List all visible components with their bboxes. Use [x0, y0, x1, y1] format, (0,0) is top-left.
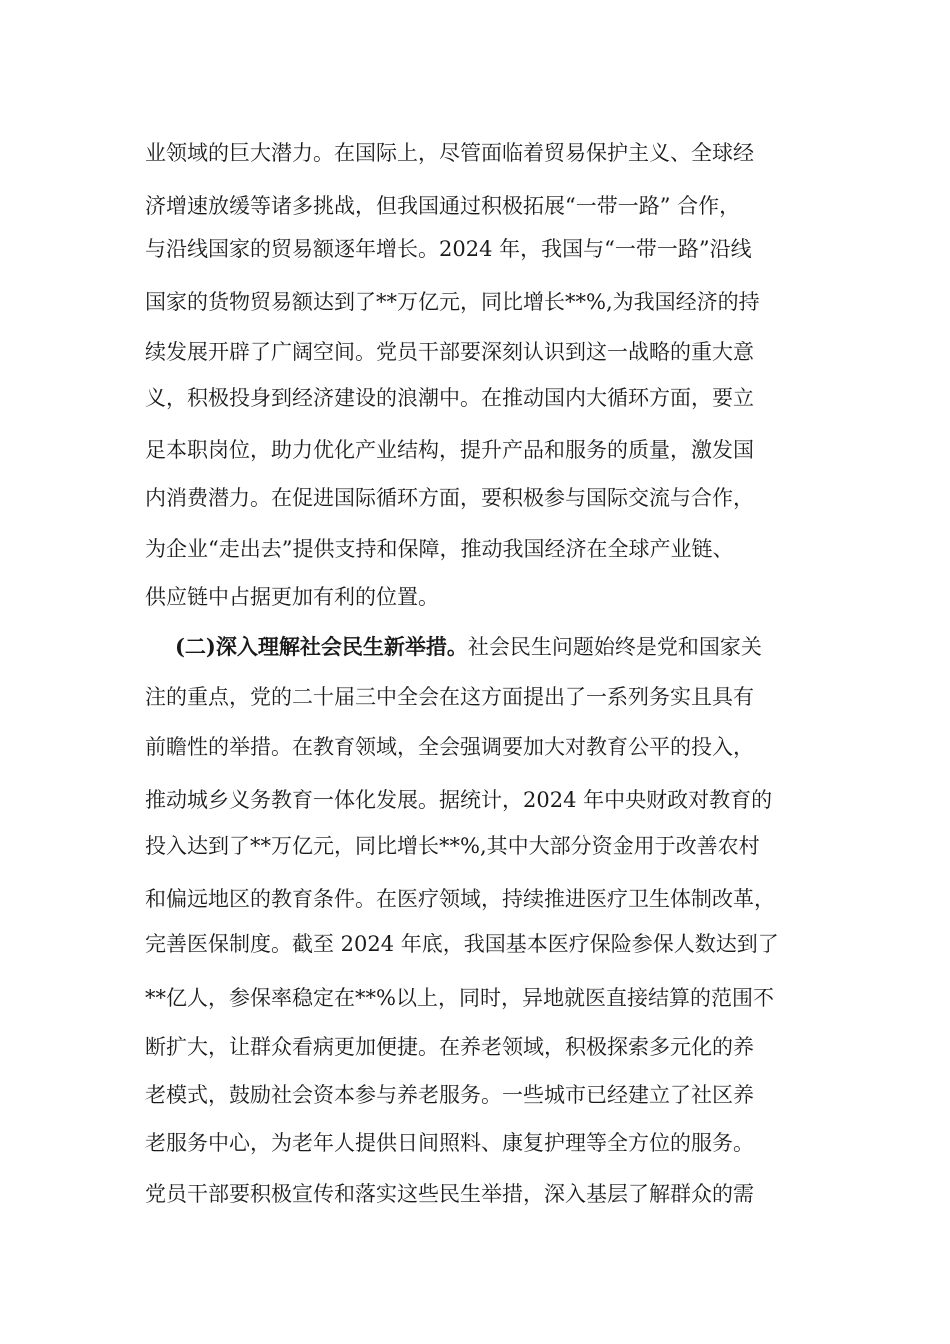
text-line: 老模式，鼓励社会资本参与养老服务。一些城市已经建立了社区养	[145, 1083, 754, 1107]
text-line: 和偏远地区的教育条件。在医疗领域，持续推进医疗卫生体制改革，	[145, 887, 775, 911]
text-line: 党员干部要积极宣传和落实这些民生举措，深入基层了解群众的需	[145, 1182, 754, 1206]
text-line: 老服务中心，为老年人提供日间照料、康复护理等全方位的服务。	[145, 1131, 754, 1155]
text-line: **亿人，参保率稳定在**%以上，同时，异地就医直接结算的范围不	[145, 986, 774, 1010]
text-line: 断扩大，让群众看病更加便捷。在养老领域，积极探索多元化的养	[145, 1035, 754, 1059]
text-line: 前瞻性的举措。在教育领域，全会强调要加大对教育公平的投入，	[145, 735, 754, 759]
text-line: 推动城乡义务教育一体化发展。据统计，2024 年中央财政对教育的	[145, 788, 773, 812]
text-line: 国家的货物贸易额达到了**万亿元，同比增长**%,为我国经济的持	[145, 290, 760, 314]
text-line: 义，积极投身到经济建设的浪潮中。在推动国内大循环方面，要立	[145, 386, 754, 410]
text-line: 与沿线国家的贸易额逐年增长。2024 年，我国与“一带一路”沿线	[145, 237, 752, 261]
text-line: 为企业“走出去”提供支持和保障，推动我国经济在全球产业链、	[145, 537, 734, 561]
text-line: 足本职岗位，助力优化产业结构，提升产品和服务的质量，激发国	[145, 438, 754, 462]
section-heading-line	[175, 634, 762, 660]
text-line: 完善医保制度。截至 2024 年底，我国基本医疗保险参保人数达到了	[145, 932, 779, 956]
text-line: 济增速放缓等诸多挑战，但我国通过积极拓展“一带一路” 合作，	[145, 194, 741, 218]
text-line: 续发展开辟了广阔空间。党员干部要深刻认识到这一战略的重大意	[145, 340, 754, 364]
section-heading-continuation: 社会民生问题始终是党和国家关	[467, 635, 762, 659]
text-line: 投入达到了**万亿元，同比增长**%,其中大部分资金用于改善农村	[145, 834, 760, 858]
section-heading: (二)深入理解社会民生新举措。	[175, 634, 468, 659]
text-line: 内消费潜力。在促进国际循环方面，要积极参与国际交流与合作，	[145, 486, 754, 510]
text-line: 供应链中占据更加有利的位置。	[145, 585, 439, 609]
text-line: 注的重点，党的二十届三中全会在这方面提出了一系列务实且具有	[145, 685, 754, 709]
text-line: 业领域的巨大潜力。在国际上，尽管面临着贸易保护主义、全球经	[145, 141, 754, 165]
